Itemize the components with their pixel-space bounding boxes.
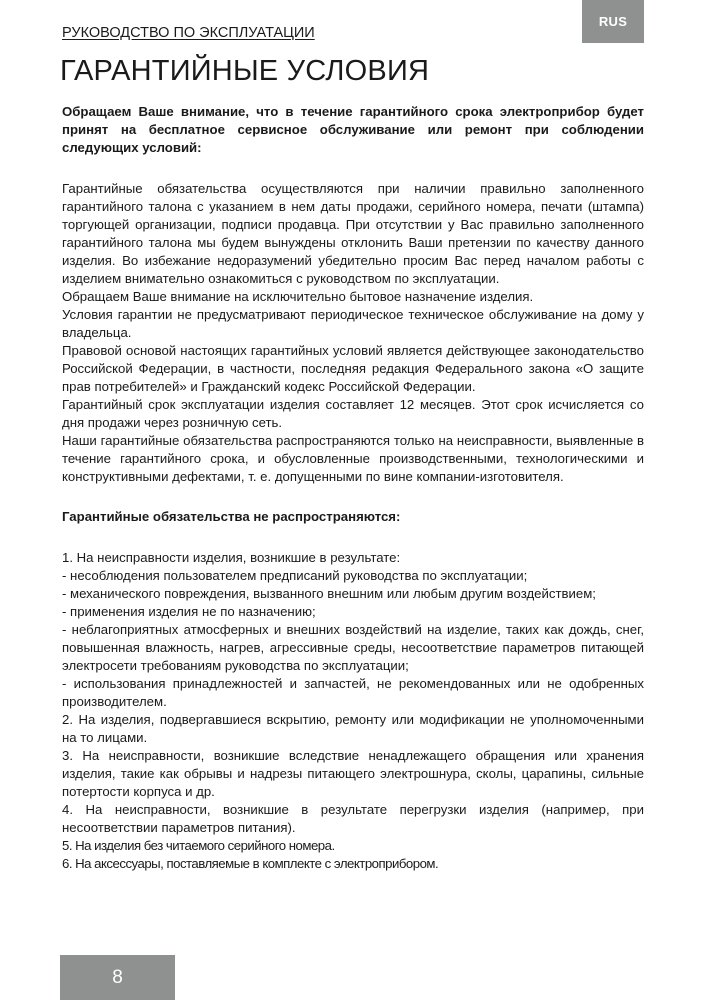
list-item: 2. На изделия, подвергавшиеся вскрытию, ремонту или модификации не уполномоченными на то лицами. [62,712,644,745]
list-item: - несоблюдения пользователем предписаний руководства по эксплуатации; [62,568,528,583]
list-item: - механического повреждения, вызванного внешним или любым другим воздействием; [62,586,596,601]
intro-paragraph: Обращаем Ваше внимание, что в течение гарантийного срока электроприбор будет принят на бесплатное сервисное обслуживание или ремонт при соблюдении следующих условий: [62,104,644,155]
paragraph: Правовой основой настоящих гарантийных условий является действующее законодательство Российской Федерации, в частности, последняя редакция Федерального закона «О защите прав потребителей» и Гражданский кодекс Российской Федерации. [62,343,644,394]
page-number: 8 [60,955,175,1000]
paragraph: Наши гарантийные обязательства распространяются только на неисправности, выявленные в течение гарантийного срока, и обусловленные производственными, технологическими и конструктивными дефектами, т. е. допущенными по вине компании-изготовителя. [62,433,644,484]
paragraph: Условия гарантии не предусматривают периодическое техническое обслуживание на дому у владельца. [62,307,644,340]
list-item: 6. На аксессуары, поставляемые в комплекте с электроприбором. [62,856,439,871]
language-tab: RUS [582,0,644,43]
list-item: - применения изделия не по назначению; [62,604,316,619]
paragraph: Обращаем Ваше внимание на исключительно бытовое назначение изделия. [62,289,534,304]
list-item: 4. На неисправности, возникшие в результате перегрузки изделия (например, при несоответствии параметров питания). [62,802,644,835]
page-content [62,103,644,873]
paragraph: Гарантийный срок эксплуатации изделия составляет 12 месяцев. Этот срок исчисляется со дня продажи через розничную сеть. [62,397,644,430]
list-item: 3. На неисправности, возникшие вследствие ненадлежащего обращения или хранения изделия, такие как обрывы и надрезы питающего электрошнура, сколы, царапины, сильные потертости корпуса и др. [62,748,644,799]
running-header: РУКОВОДСТВО ПО ЭКСПЛУАТАЦИИ [62,25,315,41]
list-item: 1. На неисправности изделия, возникшие в результате: [62,550,401,565]
list-item: - использования принадлежностей и запчастей, не рекомендованных или не одобренных производителем. [62,676,644,709]
exclusions-heading: Гарантийные обязательства не распространяются: [62,509,401,524]
list-item: - неблагоприятных атмосферных и внешних воздействий на изделие, таких как дождь, снег, повышенная влажность, нагрев, агрессивные среды, несоответствие параметров питающей электросети требованиям руководства по эксплуатации; [62,622,644,673]
list-item: 5. На изделия без читаемого серийного номера. [62,838,335,853]
page-title: ГАРАНТИЙНЫЕ УСЛОВИЯ [60,55,430,87]
paragraph: Гарантийные обязательства осуществляются при наличии правильно заполненного гарантийного талона с указанием в нем даты продажи, серийного номера, печати (штампа) торгующей организации, подписи продавца. При отсутствии у Вас правильно заполненного гарантийного талона мы будем вынуждены отклонить Ваши претензии по качеству данного изделия. Во избежание недоразумений убедительно просим Вас перед началом работы с изделием внимательно ознакомиться с руководством по эксплуатации. [62,181,644,286]
